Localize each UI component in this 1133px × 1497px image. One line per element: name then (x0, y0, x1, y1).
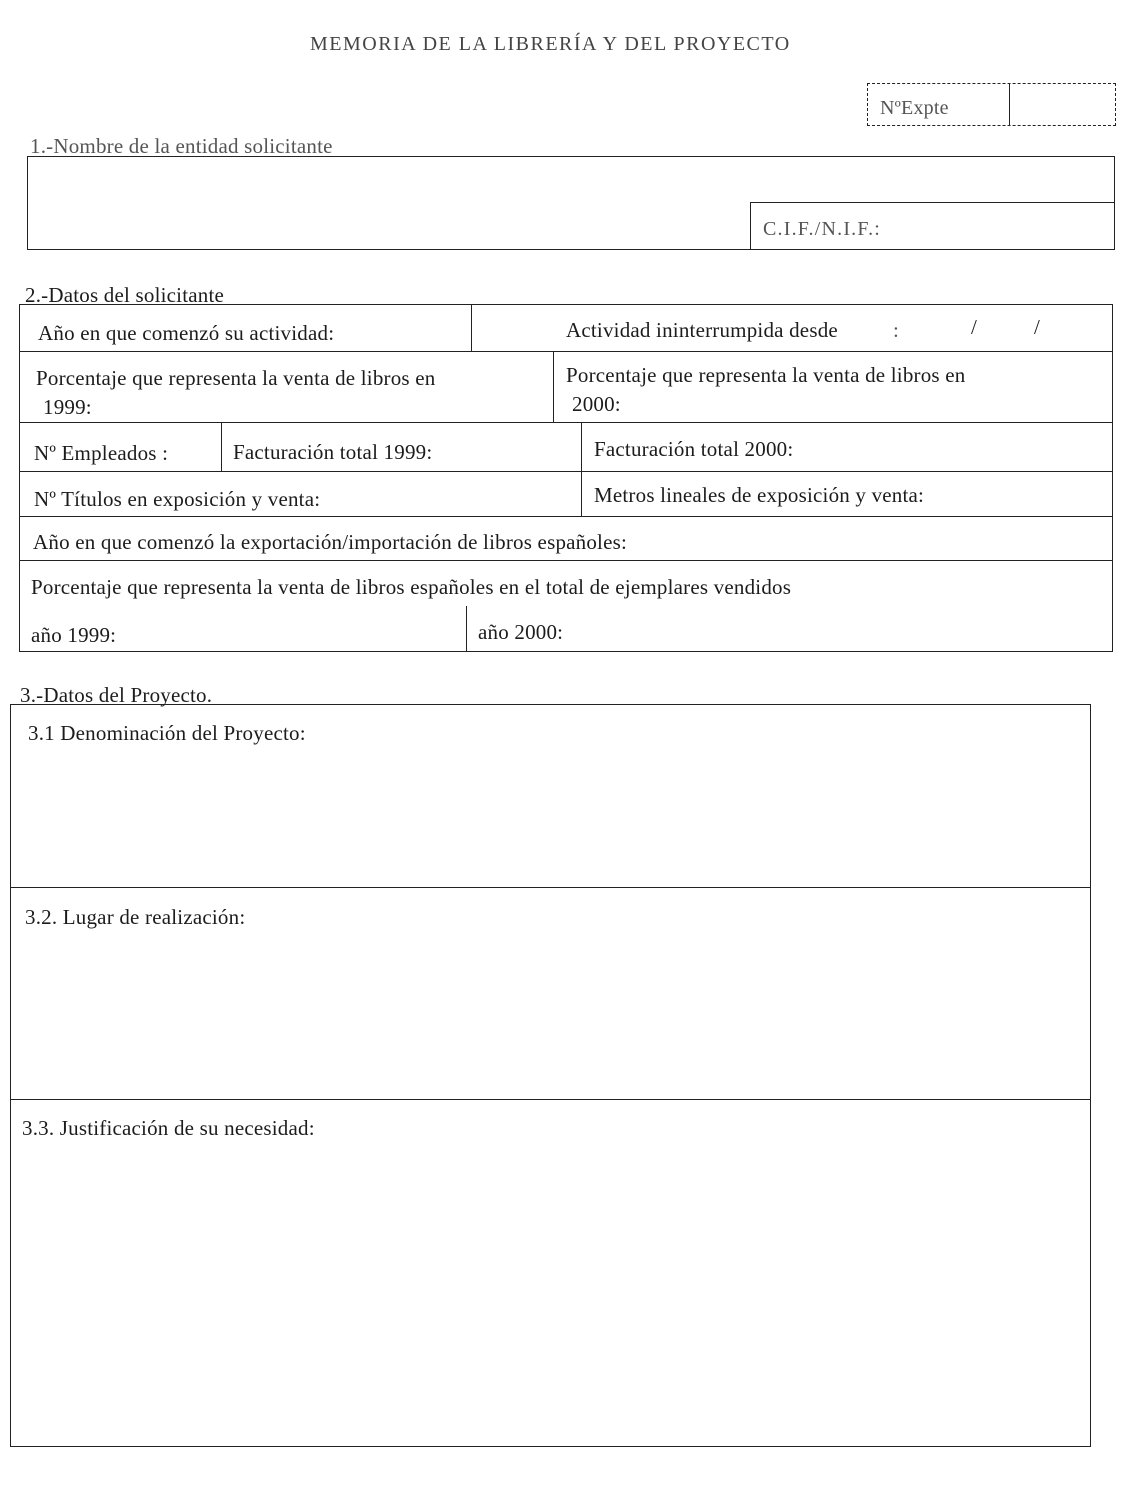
turnover-1999-label: Facturación total 1999: (233, 440, 433, 464)
section2-heading: 2.-Datos del solicitante (25, 283, 224, 307)
justification-field[interactable] (20, 1148, 1080, 1440)
denomination-label: 3.1 Denominación del Proyecto: (28, 721, 306, 745)
cif-field[interactable] (900, 206, 1110, 246)
expediente-label: NºExpte (880, 97, 949, 119)
year-1999-label: año 1999: (31, 623, 117, 647)
titles-label: Nº Títulos en exposición y venta: (34, 487, 321, 511)
turnover-2000-label: Facturación total 2000: (594, 437, 794, 461)
expediente-field[interactable] (1012, 86, 1112, 123)
denomination-field[interactable] (20, 752, 1080, 880)
pct-1999-label: Porcentaje que representa la venta de libros en (36, 366, 436, 390)
employees-label: Nº Empleados : (34, 441, 169, 465)
entity-name-field[interactable] (32, 160, 1107, 200)
place-label: 3.2. Lugar de realización: (25, 905, 246, 929)
place-field[interactable] (20, 936, 1080, 1092)
section3-heading: 3.-Datos del Proyecto. (20, 683, 213, 707)
page-title: MEMORIA DE LA LIBRERÍA Y DEL PROYECTO (310, 33, 791, 55)
year-2000-label: año 2000: (478, 620, 564, 644)
export-year-label: Año en que comenzó la exportación/importación de libros españoles: (33, 530, 628, 554)
start-year-label: Año en que comenzó su actividad: (38, 321, 335, 345)
cif-label: C.I.F./N.I.F.: (763, 218, 882, 240)
spanish-pct-label: Porcentaje que representa la venta de libros españoles en el total de ejemplares vendidos (31, 575, 792, 599)
meters-label: Metros lineales de exposición y venta: (594, 483, 925, 507)
justification-label: 3.3. Justificación de su necesidad: (22, 1116, 315, 1140)
pct-2000-label: Porcentaje que representa la venta de libros en (566, 363, 966, 387)
uninterrupted-label: Actividad ininterrumpida desde (566, 318, 838, 342)
section1-heading: 1.-Nombre de la entidad solicitante (30, 134, 333, 158)
